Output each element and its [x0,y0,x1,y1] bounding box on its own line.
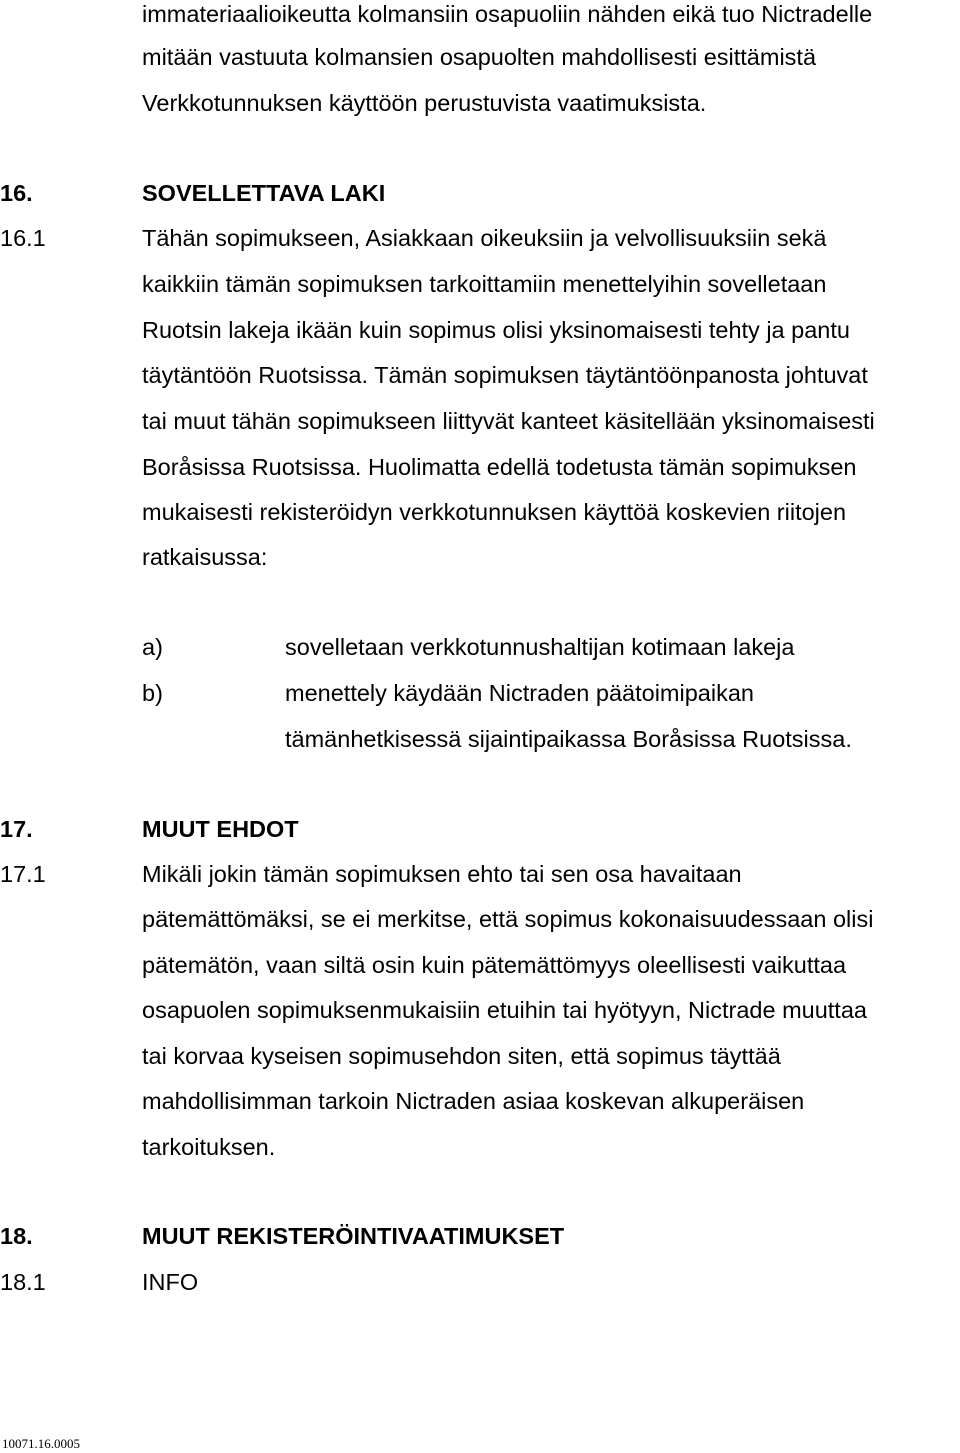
section-number: 18. [0,1223,33,1249]
clause-line: pätemätön, vaan siltä osin kuin pätemättömyys oleellisesti vaikuttaa [142,952,847,978]
section-title: SOVELLETTAVA LAKI [142,180,386,206]
clause-line: INFO [142,1269,199,1295]
clause-number: 16.1 [0,225,46,251]
intro-line: mitään vastuuta kolmansien osapuolten mahdollisesti esittämistä [142,44,817,70]
section-number: 16. [0,180,33,206]
clause-line: Tähän sopimukseen, Asiakkaan oikeuksiin ja velvollisuuksiin sekä [142,225,827,251]
section-title: MUUT EHDOT [142,816,299,842]
section-title: MUUT REKISTERÖINTIVAATIMUKSET [142,1223,565,1249]
clause-line: kaikkiin tämän sopimuksen tarkoittamiin menettelyihin sovelletaan [142,271,827,297]
clause-line: Mikäli jokin tämän sopimuksen ehto tai sen osa havaitaan [142,861,742,887]
clause-line: tarkoituksen. [142,1134,276,1160]
clause-number: 18.1 [0,1269,46,1295]
clause-line: osapuolen sopimuksenmukaisiin etuihin tai hyötyyn, Nictrade muuttaa [142,997,867,1023]
clause-line: täytäntöön Ruotsissa. Tämän sopimuksen täytäntöönpanosta johtuvat [142,362,868,388]
intro-line: immateriaalioikeutta kolmansiin osapuoliin nähden eikä tuo Nictradelle [142,1,873,27]
list-item-line: menettely käydään Nictraden päätoimipaikan [285,680,754,706]
document-code: 10071.16.0005 [2,1436,80,1451]
clause-number: 17.1 [0,861,46,887]
list-item-line: tämänhetkisessä sijaintipaikassa Boråsissa Ruotsissa. [285,726,852,752]
clause-line: ratkaisussa: [142,544,268,570]
intro-line: Verkkotunnuksen käyttöön perustuvista vaatimuksista. [142,90,707,116]
clause-line: tai korvaa kyseisen sopimusehdon siten, että sopimus täyttää [142,1043,781,1069]
clause-line: Boråsissa Ruotsissa. Huolimatta edellä todetusta tämän sopimuksen [142,454,857,480]
list-marker: b) [142,680,163,706]
list-item-line: sovelletaan verkkotunnushaltijan kotimaan lakeja [285,634,795,660]
section-number: 17. [0,816,33,842]
clause-line: Ruotsin lakeja ikään kuin sopimus olisi yksinomaisesti tehty ja pantu [142,317,850,343]
list-marker: a) [142,634,163,660]
clause-line: tai muut tähän sopimukseen liittyvät kanteet käsitellään yksinomaisesti [142,408,875,434]
clause-line: mukaisesti rekisteröidyn verkkotunnuksen käyttöä koskevien riitojen [142,499,847,525]
clause-line: mahdollisimman tarkoin Nictraden asiaa koskevan alkuperäisen [142,1088,805,1114]
clause-line: pätemättömäksi, se ei merkitse, että sopimus kokonaisuudessaan olisi [142,906,874,932]
